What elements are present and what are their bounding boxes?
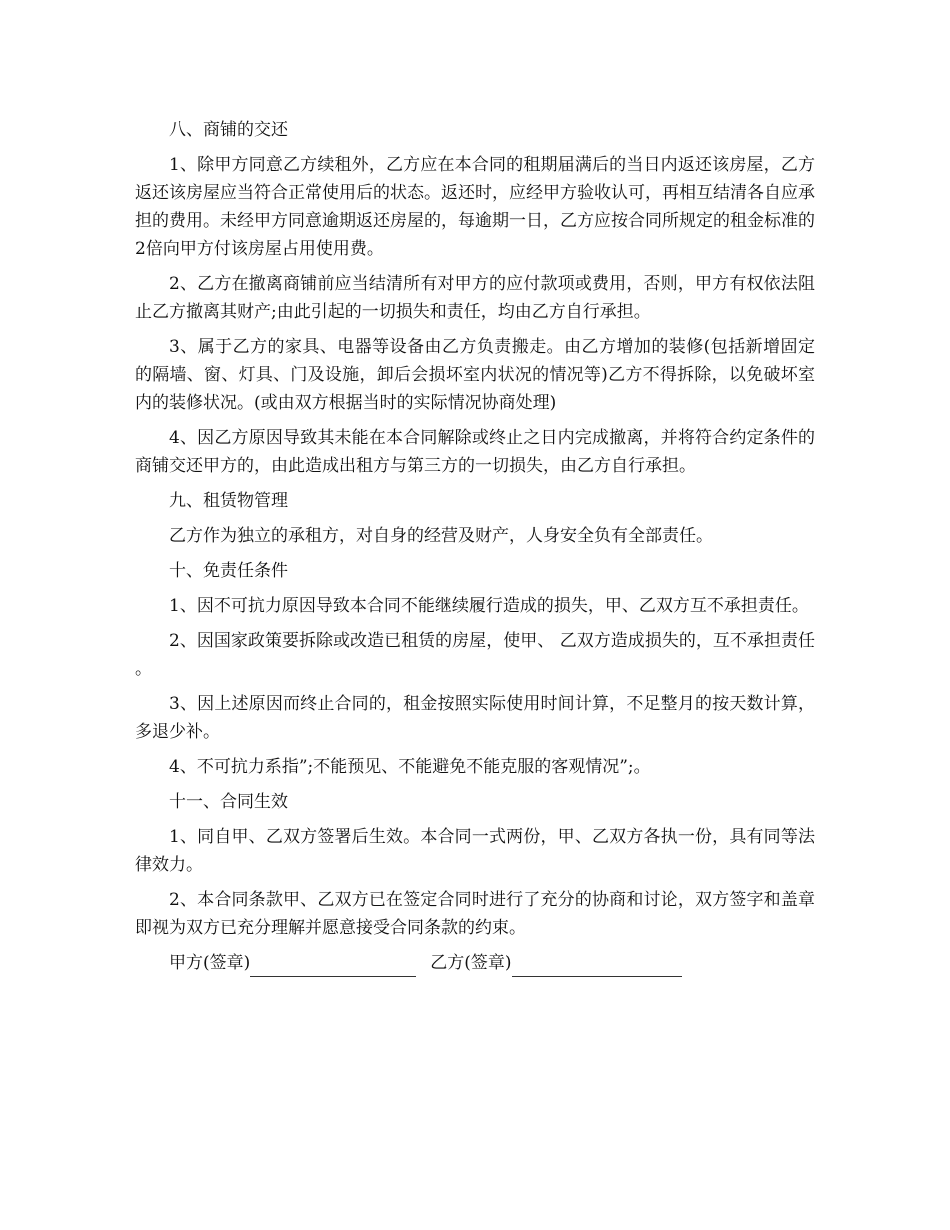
party-b-signature-line (512, 956, 682, 977)
party-a-signature-label: 甲方(签章) (169, 953, 251, 973)
section-8-clause-2: 2、乙方在撤离商铺前应当结清所有对甲方的应付款项或费用，否则，甲方有权依法阻止乙方撤离其财产;由此引起的一切损失和责任，均由乙方自行承担。 (135, 274, 815, 322)
party-a-signature-line (250, 956, 416, 977)
section-heading-8: 八、商铺的交还 (169, 120, 288, 140)
section-8-clause-1: 1、除甲方同意乙方续租外，乙方应在本合同的租期届满后的当日内返还该房屋，乙方返还该房屋应当符合正常使用后的状态。返还时，应经甲方验收认可，再相互结清各自应承担的费用。未经甲方同意逾期返还房屋的，每逾期一日，乙方应按合同所规定的租金标准的2倍向甲方付该房屋占用使用费。 (135, 155, 815, 259)
section-10-clause-1: 1、因不可抗力原因导致本合同不能继续履行造成的损失，甲、乙双方互不承担责任。 (169, 596, 809, 616)
section-10-clause-2: 2、因国家政策要拆除或改造已租赁的房屋，使甲、 乙双方造成损失的，互不承担责任。 (135, 631, 815, 679)
section-8-clause-3: 3、属于乙方的家具、电器等设备由乙方负责搬走。由乙方增加的装修(包括新增固定的隔墙、窗、灯具、门及设施，卸后会损坏室内状况的情况等)乙方不得拆除，以免破坏室内的装修状况。(或由双方根据当时的实际情况协商处理) (135, 337, 815, 413)
section-heading-11: 十一、合同生效 (169, 792, 288, 812)
section-heading-10: 十、免责任条件 (169, 561, 288, 581)
section-10-clause-4: 4、不可抗力系指”;不能预见、不能避免不能克服的客观情况”;。 (169, 757, 651, 777)
section-10-clause-3: 3、因上述原因而终止合同的，租金按照实际使用时间计算，不足整月的按天数计算，多退少补。 (135, 694, 815, 742)
section-8-clause-4: 4、因乙方原因导致其未能在本合同解除或终止之日内完成撤离，并将符合约定条件的商铺交还甲方的，由此造成出租方与第三方的一切损失，由乙方自行承担。 (135, 428, 815, 476)
signature-row (135, 949, 815, 977)
contract-body (135, 116, 815, 977)
section-heading-9: 九、租赁物管理 (169, 491, 288, 511)
section-11-clause-1: 1、同自甲、乙双方签署后生效。本合同一式两份，甲、乙双方各执一份，具有同等法律效力。 (135, 827, 815, 875)
section-11-clause-2: 2、本合同条款甲、乙双方已在签定合同时进行了充分的协商和讨论，双方签字和盖章即视为双方已充分理解并愿意接受合同条款的约束。 (135, 890, 815, 938)
section-9-clause-1: 乙方作为独立的承租方，对自身的经营及财产，人身安全负有全部责任。 (169, 526, 713, 546)
party-b-signature-label: 乙方(签章) (430, 953, 512, 973)
